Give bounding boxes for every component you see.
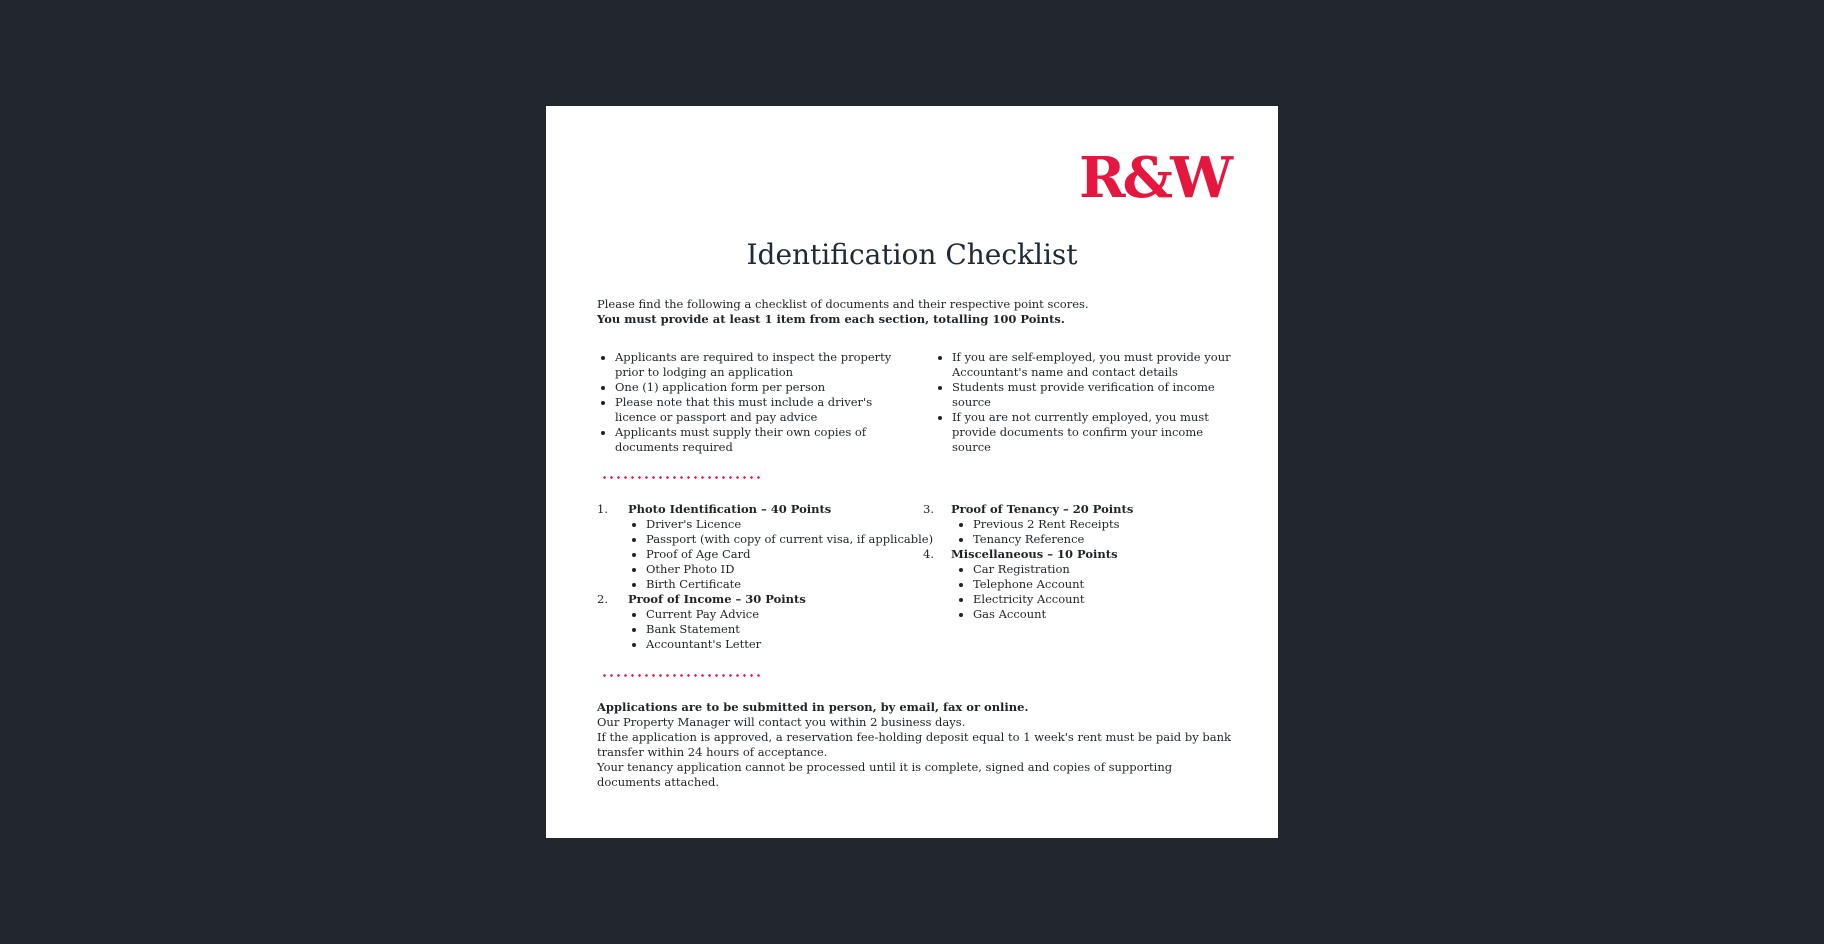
requirements-list-right (934, 350, 1242, 455)
section-title: Miscellaneous – 10 Points (951, 547, 1118, 561)
section-proof-of-tenancy (923, 502, 1263, 547)
submission-heading: Applications are to be submitted in person, by email, fax or online. (597, 700, 1029, 714)
list-item: • Proof of Age Card (646, 547, 937, 562)
list-item: • Current Pay Advice (646, 607, 937, 622)
dotted-divider (601, 476, 761, 479)
section-items (597, 517, 937, 592)
list-item: • Driver's Licence (646, 517, 937, 532)
brand-logo: R&W (1079, 145, 1230, 211)
page-title: Identification Checklist (746, 238, 1078, 271)
list-item: • If you are not currently employed, you must provide documents to confirm your income source (952, 410, 1242, 455)
list-item: • Applicants are required to inspect the property prior to lodging an application (615, 350, 895, 380)
list-item: • Please note that this must include a driver's licence or passport and pay advice (615, 395, 895, 425)
list-item: • Telephone Account (973, 577, 1263, 592)
section-proof-of-income (597, 592, 937, 652)
processing-note: Your tenancy application cannot be processed until it is complete, signed and copies of supporting documents attached. (597, 760, 1173, 789)
requirements-list-left (597, 350, 895, 455)
intro-block (597, 297, 1089, 327)
section-title: Proof of Tenancy – 20 Points (951, 502, 1134, 516)
list-item: • Bank Statement (646, 622, 937, 637)
list-item: • If you are self-employed, you must provide your Accountant's name and contact details (952, 350, 1242, 380)
section-photo-identification (597, 502, 937, 592)
list-item: • One (1) application form per person (615, 380, 895, 395)
section-number: 3. (923, 502, 934, 516)
contact-note: Our Property Manager will contact you within 2 business days. (597, 715, 966, 729)
section-heading (923, 502, 1263, 517)
list-item: • Electricity Account (973, 592, 1263, 607)
section-miscellaneous (923, 547, 1263, 622)
list-item: • Students must provide verification of income source (952, 380, 1242, 410)
list-item: • Accountant's Letter (646, 637, 937, 652)
section-number: 1. (597, 502, 608, 516)
list-item: • Passport (with copy of current visa, if applicable) (646, 532, 937, 547)
section-title: Photo Identification – 40 Points (628, 502, 832, 516)
list-item: • Previous 2 Rent Receipts (973, 517, 1263, 532)
section-number: 2. (597, 592, 608, 606)
section-items (923, 517, 1263, 547)
section-items (597, 607, 937, 652)
deposit-note: If the application is approved, a reservation fee-holding deposit equal to 1 week's rent must be paid by bank transfer within 24 hours of acceptance. (597, 730, 1231, 759)
list-item: • Gas Account (973, 607, 1263, 622)
list-item: • Car Registration (973, 562, 1263, 577)
list-item: • Applicants must supply their own copies of documents required (615, 425, 895, 455)
intro-text: Please find the following a checklist of documents and their respective point scores. (597, 297, 1089, 311)
section-title: Proof of Income – 30 Points (628, 592, 806, 606)
document-page (546, 106, 1278, 838)
dotted-divider (601, 674, 761, 677)
section-items (923, 562, 1263, 622)
submission-notes (597, 700, 1231, 790)
section-heading (597, 592, 937, 607)
list-item: • Tenancy Reference (973, 532, 1263, 547)
section-number: 4. (923, 547, 934, 561)
list-item: • Other Photo ID (646, 562, 937, 577)
intro-requirement: You must provide at least 1 item from each section, totalling 100 Points. (597, 312, 1065, 326)
section-heading (923, 547, 1263, 562)
list-item: • Birth Certificate (646, 577, 937, 592)
section-heading (597, 502, 937, 517)
